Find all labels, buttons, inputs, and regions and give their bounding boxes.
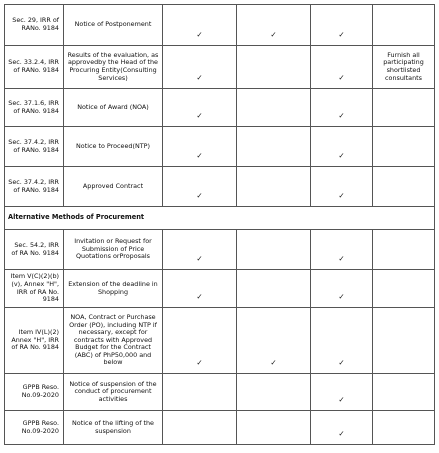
check-cell: ✓ [163, 5, 237, 46]
check-cell [237, 46, 311, 89]
check-cell [163, 374, 237, 411]
procurement-posting-table [4, 4, 435, 445]
table-row [5, 46, 435, 89]
remarks-cell [373, 230, 435, 270]
legal-basis-cell: Sec. 37.4.2, IRR of RANo. 9184 [5, 167, 64, 207]
remarks-cell [373, 374, 435, 411]
check-cell: ✓ [163, 46, 237, 89]
remarks-cell [373, 167, 435, 207]
check-cell: ✓ [163, 89, 237, 127]
remarks-cell [373, 270, 435, 308]
check-cell: ✓ [163, 308, 237, 374]
remarks-cell [373, 127, 435, 167]
check-cell [237, 167, 311, 207]
check-cell: ✓ [311, 127, 373, 167]
legal-basis-cell: Item V(C)(2)(b)(v), Annex "H", IRR of RA No. 9184 [5, 270, 64, 308]
document-description-cell: Invitation or Request for Submission of Price Quotations orProposals [64, 230, 163, 270]
check-cell: ✓ [311, 89, 373, 127]
document-description-cell: Notice of Postponement [64, 5, 163, 46]
remarks-cell: Furnish all participating shortlisted consultants [373, 46, 435, 89]
table-row [5, 230, 435, 270]
document-description-cell: NOA, Contract or Purchase Order (PO), including NTP if necessary, except for contracts with Approved Budget for the Contract (ABC) of PhP50,000 and below [64, 308, 163, 374]
table-row [5, 308, 435, 374]
table-row [5, 411, 435, 445]
check-cell [237, 270, 311, 308]
check-cell: ✓ [311, 308, 373, 374]
check-cell [163, 411, 237, 445]
check-cell: ✓ [311, 270, 373, 308]
table-body-alternative [5, 230, 435, 445]
remarks-cell [373, 411, 435, 445]
check-cell: ✓ [237, 308, 311, 374]
document-description-cell: Approved Contract [64, 167, 163, 207]
check-cell [237, 230, 311, 270]
check-cell [237, 411, 311, 445]
check-cell: ✓ [163, 270, 237, 308]
check-cell: ✓ [311, 230, 373, 270]
document-description-cell: Notice of the lifting of the suspension [64, 411, 163, 445]
check-cell: ✓ [237, 5, 311, 46]
table-row [5, 5, 435, 46]
check-cell: ✓ [163, 230, 237, 270]
section-header-row [5, 207, 435, 230]
legal-basis-cell: Sec. 29, IRR of RANo. 9184 [5, 5, 64, 46]
table-body-section [5, 207, 435, 230]
check-cell [237, 127, 311, 167]
check-cell: ✓ [311, 374, 373, 411]
table-row [5, 374, 435, 411]
check-cell: ✓ [311, 167, 373, 207]
remarks-cell [373, 308, 435, 374]
legal-basis-cell: Sec. 54.2, IRR of RA No. 9184 [5, 230, 64, 270]
legal-basis-cell: Sec. 37.1.6, IRR of RANo. 9184 [5, 89, 64, 127]
table-row [5, 270, 435, 308]
check-cell [237, 374, 311, 411]
table-row [5, 89, 435, 127]
remarks-cell [373, 89, 435, 127]
remarks-cell [373, 5, 435, 46]
document-description-cell: Results of the evaluation, as approvedby the Head of the Procuring Entity(Consulting Services) [64, 46, 163, 89]
legal-basis-cell: Sec. 37.4.2, IRR of RANo. 9184 [5, 127, 64, 167]
document-description-cell: Notice of Award (NOA) [64, 89, 163, 127]
check-cell: ✓ [311, 5, 373, 46]
document-description-cell: Extension of the deadline in Shopping [64, 270, 163, 308]
check-cell: ✓ [311, 46, 373, 89]
legal-basis-cell: Sec. 33.2.4, IRR of RANo. 9184 [5, 46, 64, 89]
document-description-cell: Notice of suspension of the conduct of procurement activities [64, 374, 163, 411]
section-title: Alternative Methods of Procurement [5, 207, 435, 230]
document-description-cell: Notice to Proceed(NTP) [64, 127, 163, 167]
check-cell: ✓ [311, 411, 373, 445]
legal-basis-cell: GPPB Reso. No.09-2020 [5, 374, 64, 411]
legal-basis-cell: Item IV(L)(2) Annex "H", IRR of RA No. 9184 [5, 308, 64, 374]
table-row [5, 167, 435, 207]
table-row [5, 127, 435, 167]
check-cell: ✓ [163, 167, 237, 207]
check-cell [237, 89, 311, 127]
check-cell: ✓ [163, 127, 237, 167]
legal-basis-cell: GPPB Reso. No.09-2020 [5, 411, 64, 445]
table-body-regular [5, 5, 435, 207]
